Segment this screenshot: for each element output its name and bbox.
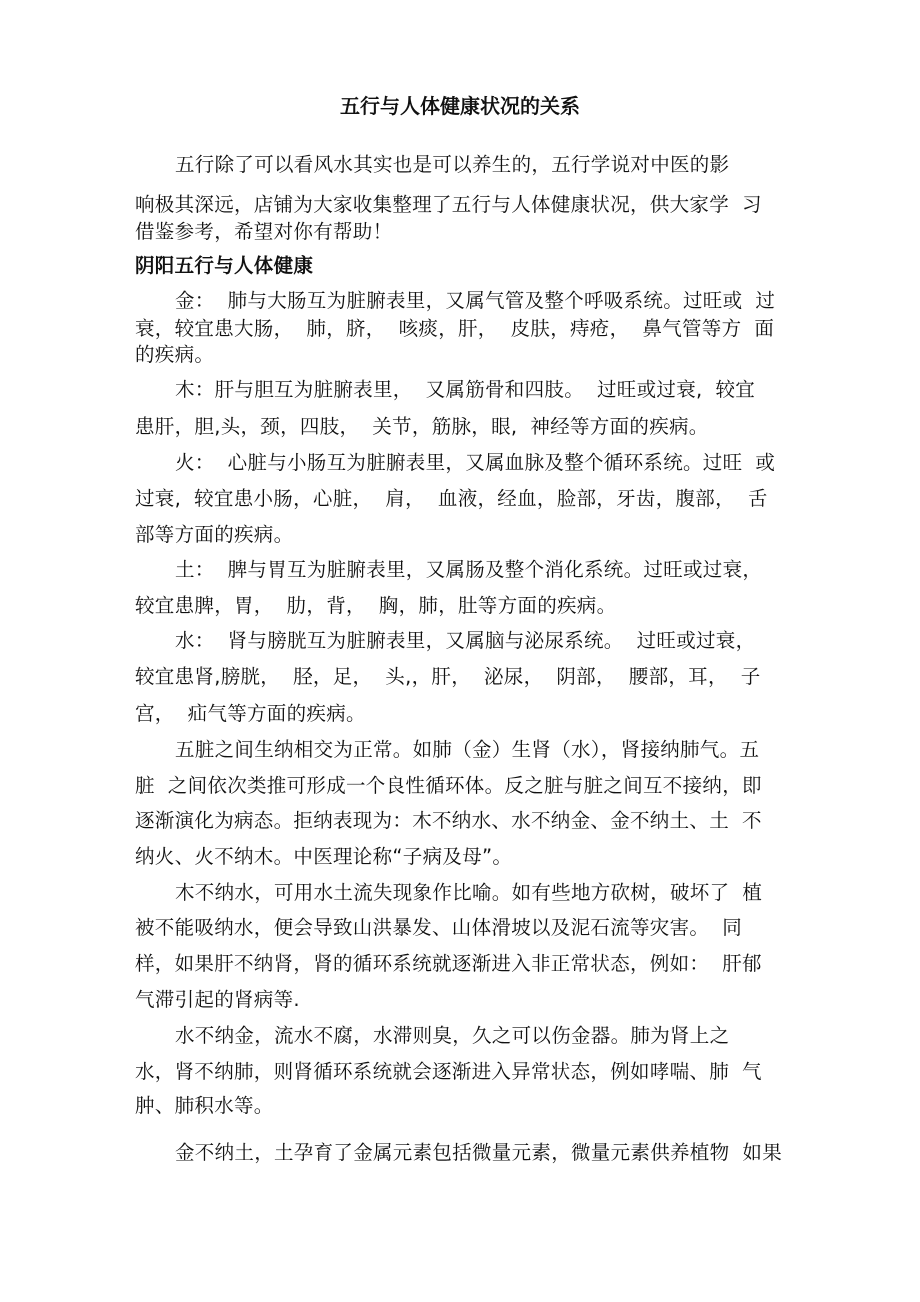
text-line: 宫， 疝气等方面的疾病。	[135, 702, 366, 725]
text-line: 木不纳水，可用水土流失现象作比喻。如有些地方砍树，破坏了 植	[175, 881, 763, 904]
text-line: 响极其深远，店铺为大家收集整理了五行与人体健康状况，供大家学 习	[135, 193, 762, 216]
text-line: 水不纳金，流水不腐，水滞则臭，久之可以伤金器。肺为肾上之	[175, 1024, 730, 1047]
text-line: 过衰, 较宜患小肠，心脏， 肩， 血液，经血，脸部，牙齿，腹部， 舌	[135, 487, 768, 510]
text-line: 较宜患肾,膀胱， 胫，足， 头,，肝， 泌尿， 阴部， 腰部，耳， 子	[135, 665, 761, 688]
text-line: 火： 心脏与小肠互为脏腑表里，又属血脉及整个循环系统。过旺 或	[175, 451, 776, 474]
section-heading: 阴阳五行与人体健康	[135, 254, 314, 277]
text-line: 土： 脾与胃互为脏腑表里，又属肠及整个消化系统。过旺或过衰，	[175, 558, 763, 581]
text-line: 五脏之间生纳相交为正常。如肺（金）生肾（水），肾接纳肺气。五	[175, 738, 760, 761]
text-line: 水： 肾与膀胱互为脏腑表里，又属脑与泌尿系统。 过旺或过衰，	[175, 629, 756, 652]
text-line: 较宜患脾，胃， 肋，背， 胸，肺，肚等方面的疾病。	[135, 594, 617, 617]
text-line: 纳火、火不纳木。中医理论称“子病及母”。	[135, 845, 513, 868]
text-line: 的疾病。	[135, 343, 215, 366]
text-line: 气滞引起的肾病等.	[135, 988, 300, 1011]
text-line: 金： 肺与大肠互为脏腑表里，又属气管及整个呼吸系统。过旺或 过	[175, 289, 776, 312]
text-line: 患肝，胆,头，颈，四肢， 关节，筋脉，眼, 神经等方面的疾病。	[135, 415, 709, 438]
text-line: 水，肾不纳肺，则肾循环系统就会逐渐进入异常状态，例如哮喘、肺 气	[135, 1060, 762, 1083]
document-title: 五行与人体健康状况的关系	[340, 94, 580, 118]
text-line: 木：肝与胆互为脏腑表里， 又属筋骨和四肢。 过旺或过衰, 较宜	[175, 378, 756, 401]
text-line: 五行除了可以看风水其实也是可以养生的，五行学说对中医的影	[175, 153, 730, 176]
text-line: 部等方面的疾病。	[135, 523, 294, 546]
text-line: 被不能吸纳水，便会导致山洪暴发、山体滑坡以及泥石流等灾害。 同	[135, 916, 742, 939]
text-line: 脏 之间依次类推可形成一个良性循环体。反之脏与脏之间互不接纳，即	[135, 774, 762, 797]
text-line: 金不纳土，土孕育了金属元素包括微量元素，微量元素供养植物 如果	[175, 1141, 782, 1164]
text-line: 肿、肺积水等。	[135, 1094, 274, 1117]
text-line: 衰，较宜患大肠， 肺，脐， 咳痰，肝， 皮肤，痔疮， 鼻气管等方 面	[135, 317, 775, 340]
text-line: 样，如果肝不纳肾，肾的循环系统就逐渐进入非正常状态，例如： 肝郁	[135, 952, 762, 975]
text-line: 逐渐演化为病态。拒纳表现为：木不纳水、水不纳金、金不纳土、土 不	[135, 809, 762, 832]
text-line: 借鉴参考，希望对你有帮助！	[135, 220, 393, 243]
